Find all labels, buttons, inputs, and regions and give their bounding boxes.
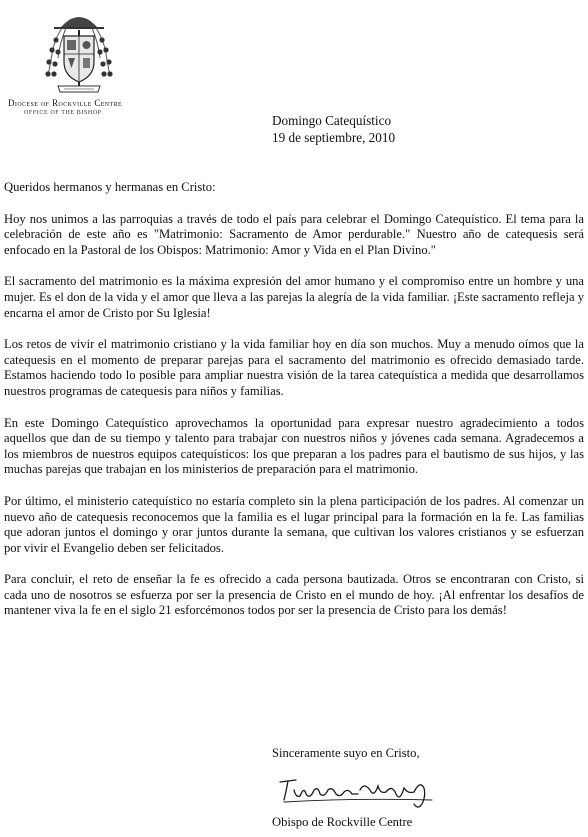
- occasion-line: Domingo Catequístico: [272, 113, 392, 128]
- paragraph: Por último, el ministerio catequístico no estaría completo sin la plena participación de los padres. Al comenzar un nuevo año de catequesis reconocemos que la familia es el lugar principal para la formación en la fe. Las familias que adoran juntos el domingo y orar juntos durante la semana, que cultivan los valores cristianos y se esfuerzan por vivir el Evangelio deben ser felicitados.: [4, 493, 584, 555]
- date-block: [272, 112, 395, 146]
- date-line: 19 de septiembre, 2010: [272, 130, 396, 145]
- paragraph: Hoy nos unimos a las parroquias a través de todo el país para celebrar el Domingo Catequístico. El tema para la celebración de este año es "Matrimonio: Sacramento de Amor perdurable." Nuestro año de catequesis será enfocado en la Pastoral de los Obispos: Matrimonio: Amor y Vida en el Plan Divino.": [4, 211, 584, 257]
- coat-of-arms-icon: [44, 10, 114, 96]
- closing: Sinceramente suyo en Cristo,: [272, 746, 420, 760]
- diocese-name: Diocese of Rockville Centre: [8, 98, 123, 108]
- signature-icon: [274, 768, 439, 812]
- paragraph: El sacramento del matrimonio es la máxima expresión del amor humano y el compromiso entre un hombre y una mujer. Es el don de la vida y el amor que lleva a las parejas la alegría de la vida familiar. ¡Este sacramento refleja y encarna el amor de Cristo por Su Iglesia!: [4, 274, 584, 320]
- office-of-bishop: OFFICE OF THE BISHOP: [24, 110, 102, 116]
- salutation: Queridos hermanos y hermanas en Cristo:: [4, 180, 216, 194]
- signer-title: Obispo de Rockville Centre: [272, 815, 413, 829]
- paragraph: En este Domingo Catequístico aprovechamos la oportunidad para expresar nuestro agradecimiento a todos aquellos que dan de su tiempo y talento para trabajar con nuestros niños y jóvenes cada semana. Agradecemos a los miembros de nuestros equipos catequísticos: los que preparan a los padres para el bautismo de sus hijos, y las muchas parejas que trabajan en los ministerios de preparación para el matrimonio.: [4, 415, 584, 477]
- paragraph: Los retos de vivir el matrimonio cristiano y la vida familiar hoy en día son muchos. Muy a menudo oímos que la catequesis en el momento de preparar parejas para el sacramento del matrimonio es ofrecido demasiado tarde. Estamos haciendo todo lo posible para ampliar nuestra visión de la tarea catequística a medida que desarrollamos nuestros programas de catequesis para niños y familias.: [4, 337, 584, 398]
- paragraph: Para concluir, el reto de enseñar la fe es ofrecido a cada persona bautizada. Otros se encontraran con Cristo, si cada uno de nosotros se esfuerza por ser la presencia de Cristo en el mundo de hoy. ¡Al enfrentar los desafíos de mantener viva la fe en el siglo 21 esforcémonos todos por ser la presencia de Cristo para los demás!: [4, 572, 584, 618]
- letter-body: [4, 180, 584, 635]
